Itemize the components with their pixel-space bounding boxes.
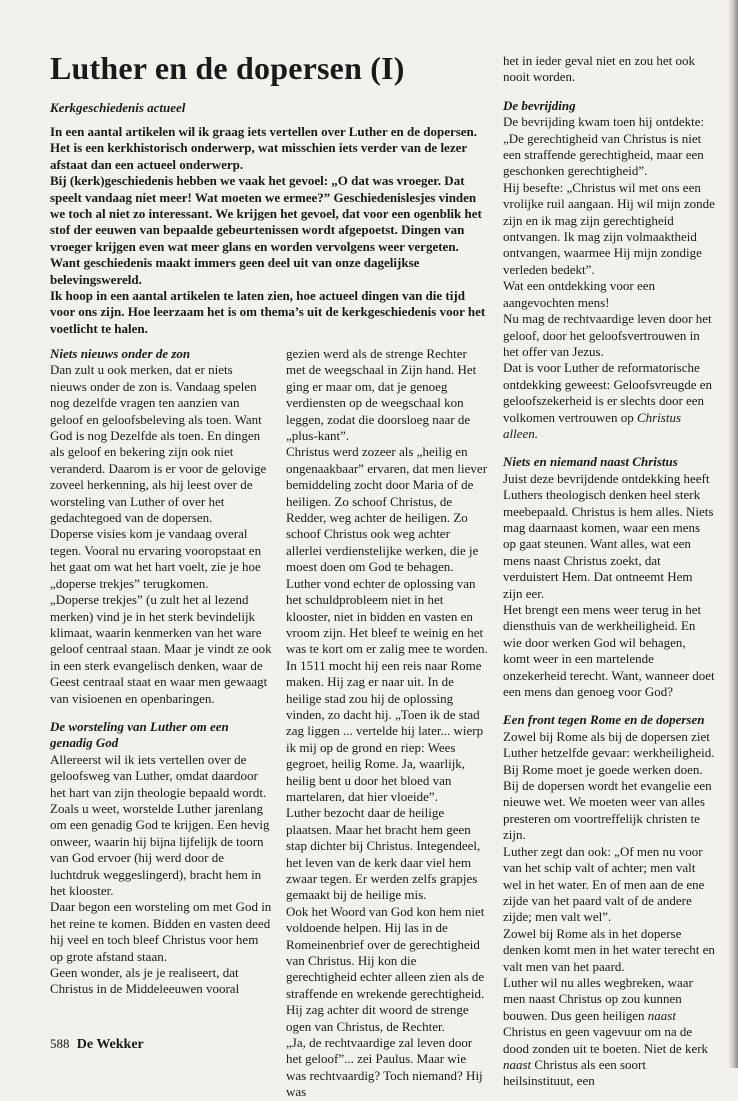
body-paragraph: Christus werd zozeer als „heilig en ongenaakbaar” ervaren, dat men liever bemiddeling zocht door Maria of de heiligen. Zo schoof Christus, de Redder, weg achter de heiligen. Zo schoof Christus ook weg achter allerlei verdienstelijke werken, die je moest doen om God te behagen. (286, 444, 488, 575)
body-paragraph (503, 975, 715, 1090)
body-paragraph: Geen wonder, als je je realiseert, dat Christus in de Middeleeuwen vooral (50, 965, 240, 997)
body-paragraph: Daar begon een worsteling om met God in het reine te komen. Bidden en vasten deed hij veel en toch bleef Christus voor hem op grote afstand staan. (50, 899, 272, 964)
section-heading: Niets nieuws onder de zon (50, 346, 191, 361)
section-heading: Een front tegen Rome en de dopersen (503, 712, 705, 728)
intro-paragraph: Ik hoop in een aantal artikelen te laten zien, hoe actueel dingen van die tijd voor ons zijn. Hoe leerzaam het is om thema’s uit de kerkgeschiedenis voor het voetlicht te halen. (50, 288, 486, 336)
body-text: Dat is voor Luther de reformatorische ontdekking geweest: Geloofsvreugde en geloofszekerheid is er slechts door een volkomen vertrouwen op (503, 360, 713, 425)
article-subtitle: Kerkgeschiedenis actueel (50, 100, 186, 115)
body-paragraph: Ook het Woord van God kon hem niet voldoende helpen. Hij las in de Romeinenbrief over de gerechtigheid van Christus. Hij kon die gerechtigheid echter alleen zien als de straffende en wrekende gerechtigheid. Hij zag achter dit woord de strenge ogen van Christus, de Rechter. (286, 903, 485, 1034)
intro-paragraph: In een aantal artikelen wil ik graag iets vertellen over Luther en de dopersen. Het is een kerkhistorisch onderwerp, wat misschien iets verder van de lezer afstaat dan een actueel onderwerp. (50, 124, 478, 172)
body-paragraph: Hij besefte: „Christus wil met ons een vrolijke ruil aangaan. Hij wil mijn zonde zijn en ik mag zijn gerechtigheid ontvangen. Ik mag zijn volmaaktheid ontvangen, waarmee Hij mijn zondige verleden bedekt”. (503, 179, 715, 277)
body-text: Luther wil nu alles wegbreken, waar men naast Christus op zou kunnen bouwen. Dus geen heiligen (503, 974, 693, 1023)
body-paragraph: Nu mag de rechtvaardige leven door het geloof, door het geloofsvertrouwen in het offer van Jezus. (503, 311, 712, 359)
body-paragraph: Het brengt een mens weer terug in het diensthuis van de werkheiligheid. En wie door werken God wil behagen, komt weer in een martelende onzekerheid terecht. Want, wanneer doet een mens dan genoeg voor God? (503, 602, 715, 700)
body-paragraph: Luther vond echter de oplossing van het schuldprobleem niet in het klooster, niet in bidden en vasten en vroom zijn. Het bleef te weinig en het was te kort om er zalig mee te worden. (286, 575, 488, 657)
body-paragraph: Luther bezocht daar de heilige plaatsen. Maar het bracht hem geen stap dichter bij Christus. Integendeel, het leven van de kerk daar viel hem zwaar tegen. Er werden zelfs grapjes gemaakt bij de heilige mis. (286, 805, 481, 903)
body-paragraph: „Doperse trekjes” (u zult het al lezend merken) vind je in het sterk bevindelijk klimaat, waarin kenmerken van het ware geloof centraal staan. Maar je vindt ze ook in een sterk evangelisch denken, waar de Geest centraal staat en waar men gewaagt van visioenen en openbaringen. (50, 592, 272, 706)
body-paragraph: Zowel bij Rome als in het doperse denken komt men in het water terecht en valt men van het paard. (503, 925, 715, 974)
body-paragraph: Luther zegt dan ook: „Of men nu voor van het schip valt of achter; men valt wel in het water. En of men aan de ene zijde van het paard valt of de andere zijde; men valt wel”. (503, 843, 705, 925)
magazine-name: De Wekker (76, 1037, 144, 1052)
body-paragraph: Zoals u weet, worstelde Luther jarenlang om een genadig God te krijgen. Een hevig onweer, waarin hij bijna lijfelijk de toorn van God ervoer (hij werd door de luchtdruk weggeslingerd), bracht hem in het klooster. (50, 800, 270, 898)
page-number: 588 (50, 1036, 70, 1051)
page-footer (50, 1036, 144, 1053)
column-2 (286, 346, 488, 1101)
body-paragraph: Zowel bij Rome als bij de dopersen ziet Luther hetzelfde gevaar: werkheiligheid. Bij Rome moet je goede werken doen. Bij de dopersen wordt het evangelie een nieuwe wet. We moeten weer van alles presteren om voortreffelijk christen te zijn. (503, 728, 715, 843)
body-paragraph: Wat een ontdekking voor een aangevochten mens! (503, 278, 656, 310)
section-heading: De worsteling van Luther om een genadig God (50, 718, 229, 751)
body-paragraph (503, 360, 715, 442)
body-paragraph: Allereerst wil ik iets vertellen over de geloofsweg van Luther, omdat daardoor het hart van zijn theologie bepaald wordt. (50, 751, 267, 800)
body-paragraph: Dan zult u ook merken, dat er niets nieuws onder de zon is. Vandaag spelen nog dezelfde vragen ten aanzien van geloof en geloofsbeleving als toen. Want God is nog Dezelfde als toen. En dingen als geloof en bekering zijn ook niet veranderd. Daarom is er voor de gelovige zoveel herkenning, als hij leest over de worsteling van Luther of over het gedachtegoed van de dopersen. (50, 362, 267, 526)
emphasis-text: Christus alleen. (503, 409, 682, 441)
body-paragraph: het in ieder geval niet en zou het ook nooit worden. (503, 53, 696, 85)
body-text: Christus als een soort heilsinstituut, een (503, 1056, 646, 1089)
column-1 (50, 346, 272, 998)
body-paragraph: „Ja, de rechtvaardige zal leven door het geloof”... zei Paulus. Maar wie was rechtvaardig? Toch niemand? Hij was (286, 1035, 483, 1100)
emphasis-text: naast (503, 1056, 532, 1072)
column-3 (503, 53, 715, 1090)
section-heading: De bevrijding (503, 97, 576, 113)
body-paragraph: Doperse visies kom je vandaag overal tegen. Vooral nu ervaring vooropstaat en het gaat om wat het hart voelt, zie je hoe „doperse trekjes” terugkomen. (50, 526, 262, 591)
body-paragraph: Juist deze bevrijdende ontdekking heeft Luthers theologisch denken heel sterk meebepaald. Christus is hem alles. Niets mag daarnaast komen, waar een mens op gaat steunen. Want alles, wat een mens naast Christus zoekt, dat verduistert Hem. Dat ontneemt Hem zijn eer. (503, 470, 714, 601)
page-edge-shadow (728, 0, 738, 1068)
body-paragraph: gezien werd als de strenge Rechter met de weegschaal in Zijn hand. Het ging er maar om, dat je genoeg verdiensten op de weegschaal kon leggen, zodat die doorsloeg naar de „plus-kant”. (286, 346, 477, 444)
section-heading: Niets en niemand naast Christus (503, 454, 678, 470)
intro-paragraph: Bij (kerk)geschiedenis hebben we vaak het gevoel: „O dat was vroeger. Dat speelt vandaag niet meer! Wat moeten we ermee?” Geschiedenislesjes vinden we toch al niet zo interessant. We krijgen het gevoel, dat voor een ogenblik het stof der eeuwen van bepaalde gebeurtenissen wordt afgepoetst. Dingen van vroeger krijgen even wat meer glans en worden vervolgens weer vergeten. Want geschiedenis maakt immers geen deel uit van onze dagelijkse belevingswereld. (50, 173, 482, 287)
article-intro (50, 124, 486, 337)
body-paragraph: De bevrijding kwam toen hij ontdekte: „De gerechtigheid van Christus is niet een straffende gerechtigheid, maar een geschonken gerechtigheid”. (503, 114, 705, 179)
body-paragraph: In 1511 mocht hij een reis naar Rome maken. Hij zag er naar uit. In de heilige stad zou hij de oplossing vinden, zo dacht hij. „Toen ik de stad zag liggen ... vertelde hij later... wierp ik mij op de grond en riep: Wees gegroet, heilig Rome. Ja, waarlijk, heilig bent u door het bloed van martelaren, dat hier vloeide”. (286, 657, 484, 804)
emphasis-text: naast (647, 1007, 676, 1023)
article-title: Luther en de dopersen (I) (50, 50, 405, 86)
body-text: Christus en geen vagevuur om na de dood zonden uit te boeten. Niet de kerk (503, 1024, 709, 1056)
